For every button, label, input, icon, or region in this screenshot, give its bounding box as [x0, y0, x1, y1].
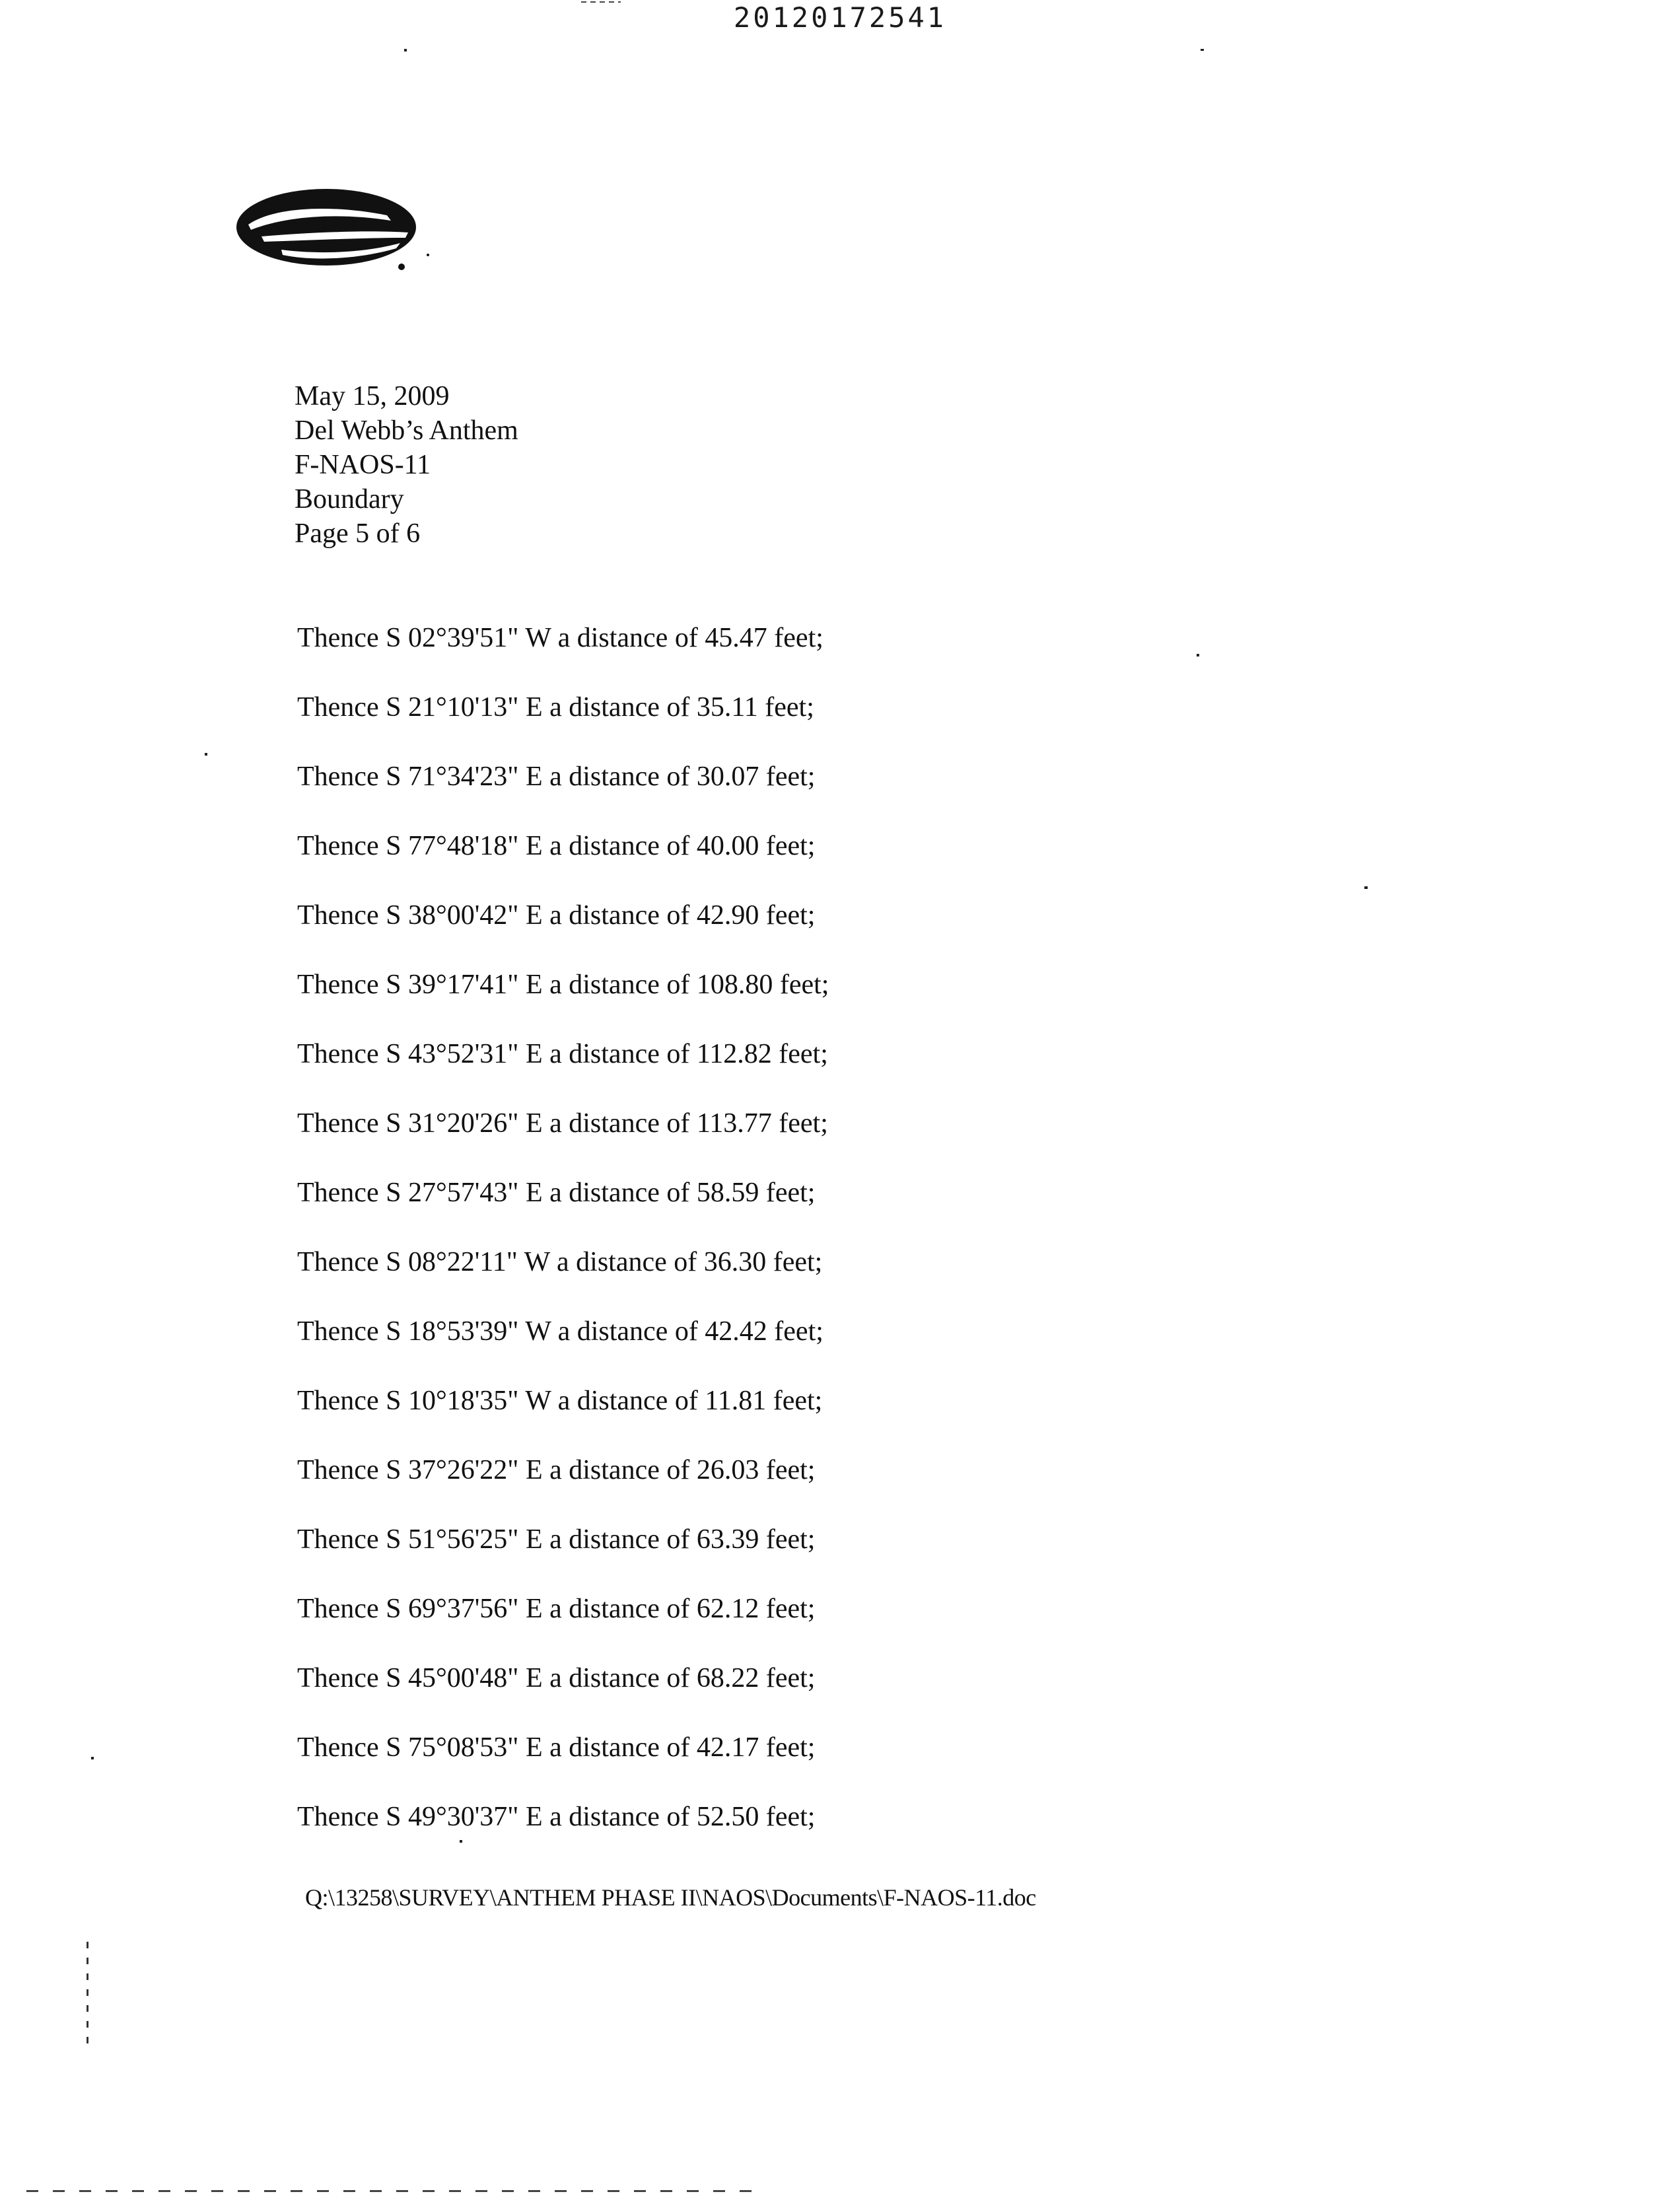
course-line: Thence S 77°48'18" E a distance of 40.00 feet;: [297, 831, 816, 861]
header-parcel: F-NAOS-11: [295, 450, 431, 480]
course-line: Thence S 49°30'37" E a distance of 52.50 feet;: [297, 1802, 816, 1832]
scan-speck: [205, 753, 207, 756]
course-line: Thence S 18°53'39" W a distance of 42.42 feet;: [297, 1316, 823, 1347]
company-logo-icon: [235, 186, 433, 279]
course-line: Thence S 69°37'56" E a distance of 62.12 feet;: [297, 1594, 816, 1624]
header-page-number: Page 5 of 6: [295, 518, 421, 549]
course-line: Thence S 27°57'43" E a distance of 58.59 feet;: [297, 1178, 816, 1208]
boundary-courses-list: [297, 621, 829, 1869]
scan-bottom-marks: [26, 2190, 766, 2192]
header-project: Del Webb’s Anthem: [295, 415, 518, 446]
document-header: [295, 379, 518, 551]
scan-speck: [1197, 654, 1199, 656]
course-line: Thence S 45°00'48" E a distance of 68.22 feet;: [297, 1663, 816, 1693]
course-line: Thence S 08°22'11" W a distance of 36.30 feet;: [297, 1247, 823, 1277]
course-line: Thence S 43°52'31" E a distance of 112.82 feet;: [297, 1039, 828, 1069]
header-date: May 15, 2009: [295, 381, 450, 411]
course-line: Thence S 75°08'53" E a distance of 42.17 feet;: [297, 1732, 816, 1763]
scan-margin-marks: [87, 1942, 88, 2047]
scan-speck: [404, 49, 407, 52]
course-line: Thence S 31°20'26" E a distance of 113.77 feet;: [297, 1108, 828, 1139]
course-line: Thence S 39°17'41" E a distance of 108.80 feet;: [297, 970, 829, 1000]
header-subject: Boundary: [295, 484, 404, 514]
course-line: Thence S 10°18'35" W a distance of 11.81 feet;: [297, 1386, 823, 1416]
scan-speck: [1201, 49, 1204, 51]
file-path-footer: Q:\13258\SURVEY\ANTHEM PHASE II\NAOS\Documents\F-NAOS-11.doc: [305, 1884, 1036, 1911]
course-line: Thence S 38°00'42" E a distance of 42.90 feet;: [297, 900, 816, 931]
document-number: 20120172541: [733, 1, 947, 34]
scan-speck: [91, 1757, 94, 1759]
course-line: Thence S 51°56'25" E a distance of 63.39 feet;: [297, 1524, 816, 1555]
scan-top-marks: [581, 1, 621, 3]
course-line: Thence S 02°39'51" W a distance of 45.47 feet;: [297, 623, 823, 653]
course-line: Thence S 37°26'22" E a distance of 26.03 feet;: [297, 1455, 816, 1485]
course-line: Thence S 21°10'13" E a distance of 35.11 feet;: [297, 692, 814, 723]
scan-speck: [1364, 886, 1368, 889]
course-line: Thence S 71°34'23" E a distance of 30.07 feet;: [297, 762, 816, 792]
scan-speck: [460, 1840, 462, 1843]
